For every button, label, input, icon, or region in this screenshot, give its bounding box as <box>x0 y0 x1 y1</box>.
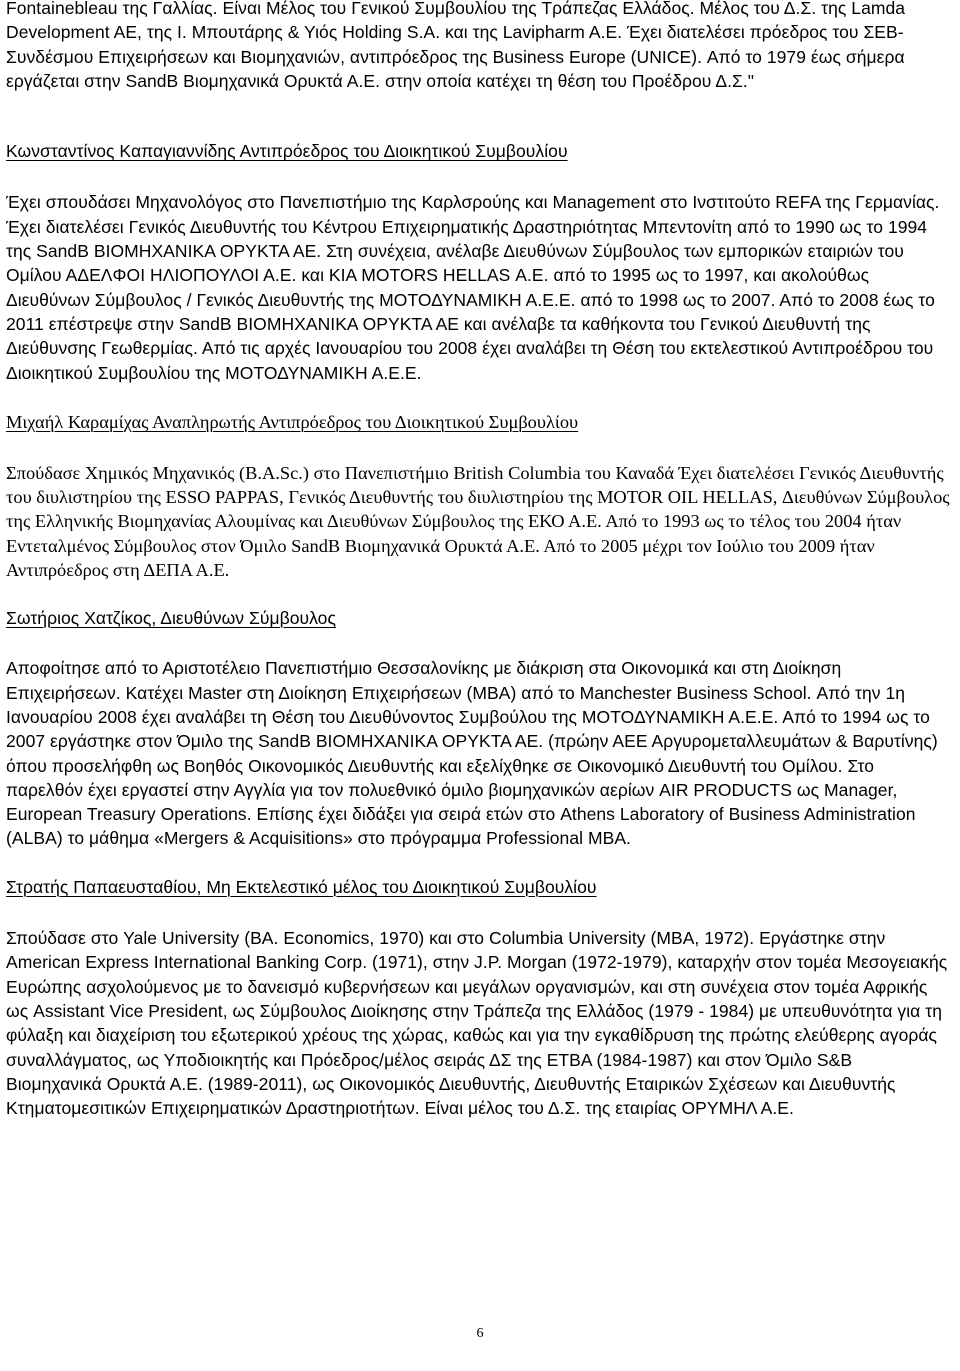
document-page <box>6 0 950 1120</box>
section-heading-chatzikos: Σωτήριος Χατζίκος, Διευθύνων Σύμβουλος <box>6 608 336 629</box>
intro-paragraph: Fontainebleau της Γαλλίας. Είναι Μέλος του Γενικού Συμβουλίου της Τράπεζας Ελλάδος. Μέλος του Δ.Σ. της Lamda Development AE, της Ι. Μπουτάρης & Υιός Holding S.A. και της Lavipharm A.E. Έχει διατελέσει πρόεδρος του ΣΕΒ-Συνδέσμου Επιχειρήσεων και Βιομηχανιών, αντιπρόεδρος της Business Europe (UNICE). Από το 1979 έως σήμερα εργάζεται στην SandB Βιομηχανικά Ορυκτά Α.Ε. στην οποία κατέχει τη θέση του Προέδρου Δ.Σ." <box>6 0 906 91</box>
section-heading-papaefstathiou: Στρατής Παπαευσταθίου, Μη Εκτελεστικό μέλος του Διοικητικού Συμβουλίου <box>6 876 597 897</box>
section-heading-kapagiannidis: Κωνσταντίνος Καπαγιαννίδης Αντιπρόεδρος του Διοικητικού Συμβουλίου <box>6 141 568 162</box>
section-body-karamichas: Σπούδασε Χημικός Μηχανικός (B.A.Sc.) στο Πανεπιστήμιο British Columbia του Καναδά Έχει διατελέσει Γενικός Διευθυντής του διυλιστηρίου της ESSO PAPPAS, Γενικός Διευθυντής του διυλιστηρίου της MOTOR OIL HELLAS, Διευθύνων Σύμβουλος της Ελληνικής Βιομηχανίας Αλουμίνας και Διευθύνων Σύμβουλος της ΕΚΟ Α.Ε. Από το 1993 ως το τέλος του 2004 ήταν Εντεταλμένος Σύμβουλος στον Όμιλο SandB Βιομηχανικά Ορυκτά Α.Ε. Από το 2005 μέχρι τον Ιούλιο του 2009 ήταν Αντιπρόεδρος στη ΔΕΠΑ Α.Ε. <box>6 463 950 580</box>
section-body-kapagiannidis: Έχει σπουδάσει Μηχανολόγος στο Πανεπιστήμιο της Καρλσρούης και Management στο Ινστιτούτο REFA της Γερμανίας. Έχει διατελέσει Γενικός Διευθυντής του Κέντρου Επιχειρηματικής Δραστηριότητας Μπεντονίτη από το 1990 ως το 1994 της SandB ΒΙΟΜΗΧΑΝΙΚΑ ΟΡΥΚΤΑ ΑΕ. Στη συνέχεια, ανέλαβε Διευθύνων Σύμβουλος των εμπορικών εταιριών του Ομίλου ΑΔΕΛΦΟΙ ΗΛΙΟΠΟΥΛΟΙ Α.Ε. και KIA MOTORS HELLAS Α.Ε. από το 1995 ως το 1997, και ακολούθως Διευθύνων Σύμβουλος / Γενικός Διευθυντής της ΜΟΤΟΔΥΝΑΜΙΚΗ Α.Ε.Ε. από το 1998 ως το 2007. Από το 2008 έως το 2011 επέστρεψε στην SandB ΒΙΟΜΗΧΑΝΙΚΑ ΟΡΥΚΤΑ ΑΕ και ανέλαβε τα καθήκοντα του Γενικού Διευθυντή της Διεύθυνσης Γεωθερμίας. Από τις αρχές Ιανουαρίου του 2008 έχει αναλάβει τη Θέση του εκτελεστικού Αντιπροέδρου του Διοικητικού Συμβουλίου της ΜΟΤΟΔΥΝΑΜΙΚΗ Α.Ε.Ε. <box>6 192 940 383</box>
section-heading-karamichas: Μιχαήλ Καραμίχας Αναπληρωτής Αντιπρόεδρος του Διοικητικού Συμβουλίου <box>6 411 579 432</box>
page-number: 6 <box>476 1326 484 1341</box>
section-body-chatzikos: Αποφοίτησε από το Αριστοτέλειο Πανεπιστήμιο Θεσσαλονίκης με διάκριση στα Οικονομικά και στη Διοίκηση Επιχειρήσεων. Κατέχει Master στη Διοίκηση Επιχειρήσεων (MBA) από το Manchester Business School. Από την 1η Ιανουαρίου 2008 έχει αναλάβει τη Θέση του Διευθύνοντος Συμβούλου της ΜΟΤΟΔΥΝΑΜΙΚΗ Α.Ε.Ε. Από το 1994 ως το 2007 εργάστηκε στον Όμιλο της SandB ΒΙΟΜΗΧΑΝΙΚΑ ΟΡΥΚΤΑ ΑΕ. (πρώην ΑΕΕ Αργυρομεταλλευμάτων & Βαρυτίνης) όπου προσελήφθη ως Βοηθός Οικονομικός Διευθυντής και εξελίχθηκε σε Οικονομικό Διευθυντή του Ομίλου. Στο παρελθόν έχει εργαστεί στην Αγγλία για τον πολυεθνικό όμιλο βιομηχανικών αερίων AIR PRODUCTS ως Manager, European Treasury Operations. Επίσης έχει διδάξει για σειρά ετών στο Athens Laboratory of Business Administration (ALBA) το μάθημα «Mergers & Acquisitions» στο πρόγραμμα Professional MBA. <box>6 658 938 849</box>
section-body-papaefstathiou: Σπούδασε στο Yale University (BA. Economics, 1970) και στο Columbia University (MBA, 1972). Εργάστηκε στην American Express International Banking Corp. (1971), στην J.P. Morgan (1972-1979), καταρχήν στον τομέα Μεσογειακής Ευρώπης ασχολούμενος με το δανεισμό κυβερνήσεων και μεγάλων οργανισμών, και στη συνέχεια στον τομέα Αφρικής ως Assistant Vice President, ως Σύμβουλος Διοίκησης στην Τράπεζα της Ελλάδος (1979 - 1984) με υπευθυνότητα για τη φύλαξη και διαχείριση του εξωτερικού χρέους της χώρας, καθώς και για την εγκαθίδρυση της πρώτης ελεύθερης αγοράς συναλλάγματος, ως Υποδιοικητής και Πρόεδρος/μέλος σειράς ΔΣ της ΕΤΒΑ (1984-1987) και στον Όμιλο S&B Βιομηχανικά Ορυκτά Α.Ε. (1989-2011), ως Οικονομικός Διευθυντής, Διευθυντής Εταιρικών Σχέσεων και Διευθυντής Κτηματομεσιτικών Επιχειρηματικών Δραστηριοτήτων. Είναι μέλος του Δ.Σ. της εταιρίας ΟΡΥΜΗΛ Α.Ε. <box>6 928 948 1119</box>
